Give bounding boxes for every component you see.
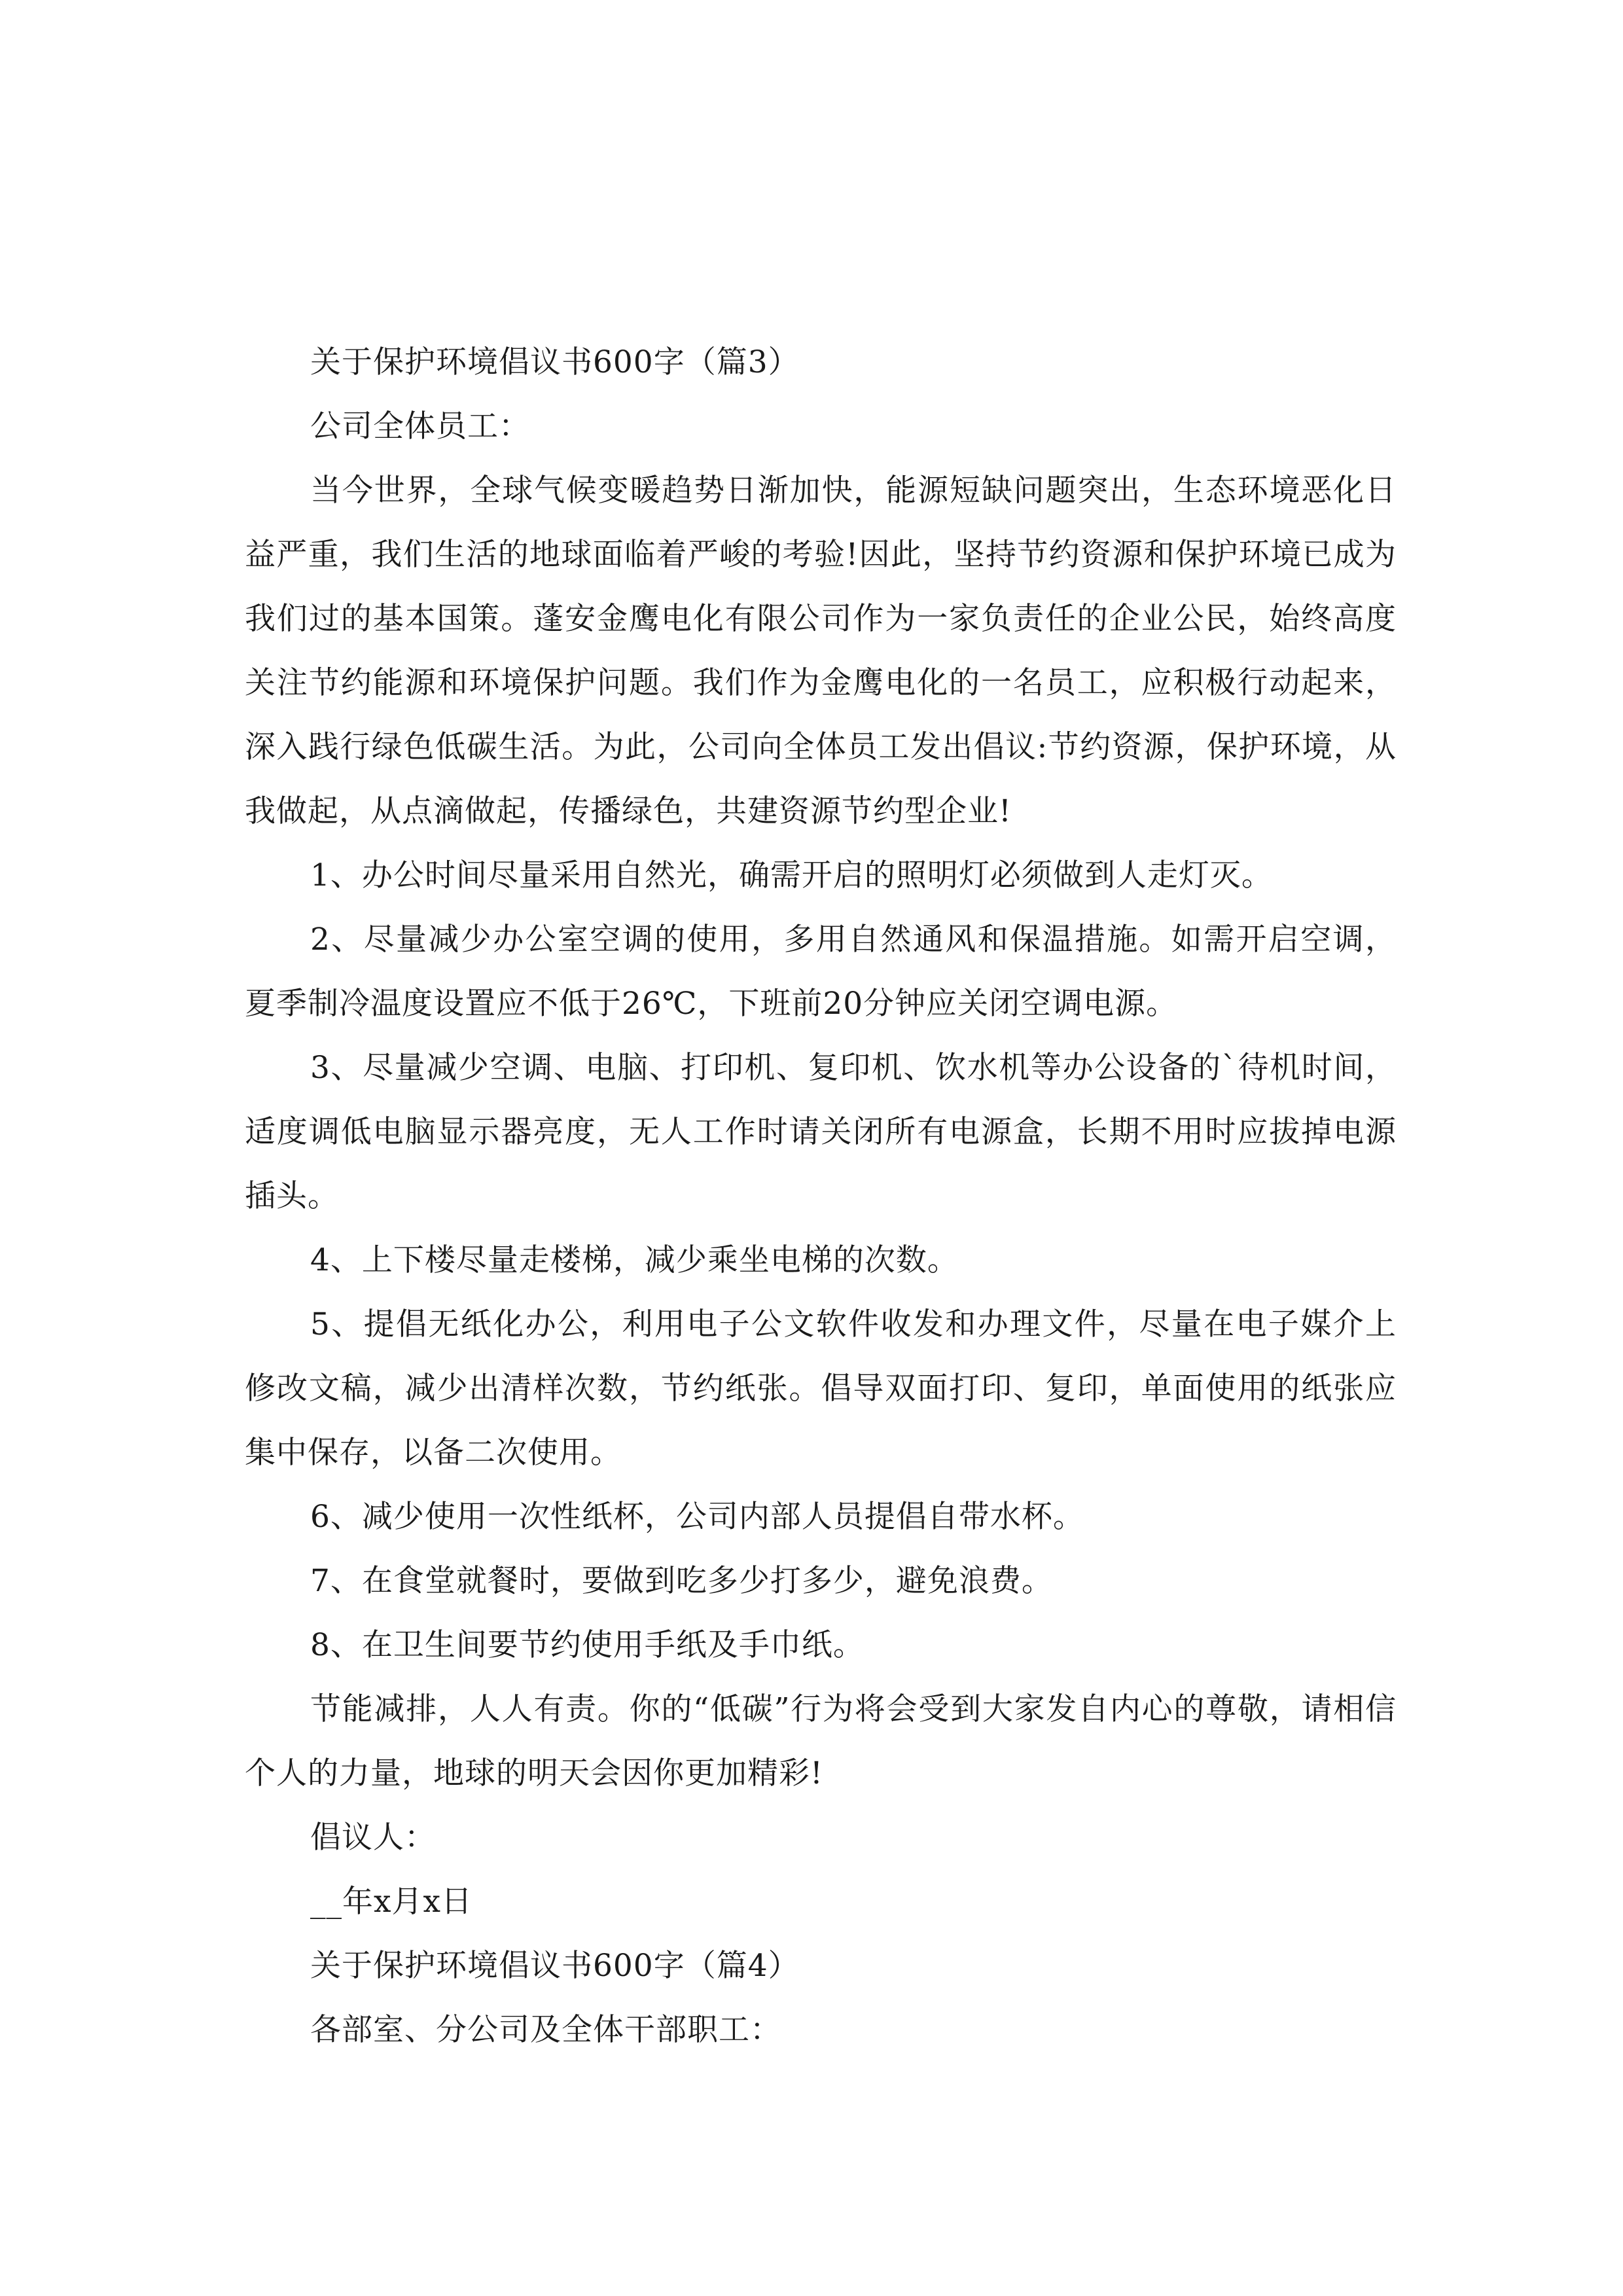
signer-line: 倡议人： <box>310 1820 436 1856</box>
list-item-6: 6、减少使用一次性纸杯，公司内部人员提倡自带水杯。 <box>310 1499 1084 1535</box>
list-item-7: 7、在食堂就餐时，要做到吃多少打多少，避免浪费。 <box>310 1563 1053 1599</box>
list-item-1: 1、办公时间尽量采用自然光，确需开启的照明灯必须做到人走灯灭。 <box>310 857 1273 893</box>
list-item-3: 3、尽量减少空调、电脑、打印机、复印机、饮水机等办公设备的`待机时间，适度调低电脑显示器亮度，无人工作时请关闭所有电源盒，长期不用时应拔掉电源插头。 <box>245 1050 1397 1214</box>
list-item-4: 4、上下楼尽量走楼梯，减少乘坐电梯的次数。 <box>310 1242 959 1278</box>
date-line: __年x月x日 <box>310 1884 473 1920</box>
closing-paragraph: 节能减排，人人有责。你的“低碳”行为将会受到大家发自内心的尊敬，请相信个人的力量，地球的明天会因你更加精彩! <box>245 1691 1397 1791</box>
list-item-8: 8、在卫生间要节约使用手纸及手巾纸。 <box>310 1627 865 1663</box>
salutation-4: 各部室、分公司及全体干部职工： <box>310 2012 781 2048</box>
salutation-3: 公司全体员工： <box>310 408 530 444</box>
list-item-5: 5、提倡无纸化办公，利用电子公文软件收发和办理文件，尽量在电子媒介上修改文稿，减少出清样次数，节约纸张。倡导双面打印、复印，单面使用的纸张应集中保存，以备二次使用。 <box>245 1306 1397 1471</box>
section-heading-3: 关于保护环境倡议书600字（篇3） <box>310 344 800 380</box>
intro-paragraph: 当今世界，全球气候变暖趋势日渐加快，能源短缺问题突出，生态环境恶化日益严重，我们生活的地球面临着严峻的考验!因此，坚持节约资源和保护环境已成为我们过的基本国策。蓬安金鹰电化有限公司作为一家负责任的企业公民，始终高度关注节约能源和环境保护问题。我们作为金鹰电化的一名员工，应积极行动起来，深入践行绿色低碳生活。为此，公司向全体员工发出倡议:节约资源，保护环境，从我做起，从点滴做起，传播绿色，共建资源节约型企业! <box>245 473 1397 829</box>
section-heading-4: 关于保护环境倡议书600字（篇4） <box>310 1948 800 1984</box>
list-item-2: 2、尽量减少办公室空调的使用，多用自然通风和保温措施。如需开启空调，夏季制冷温度设置应不低于26℃，下班前20分钟应关闭空调电源。 <box>245 922 1397 1022</box>
document-body <box>245 331 1397 2062</box>
